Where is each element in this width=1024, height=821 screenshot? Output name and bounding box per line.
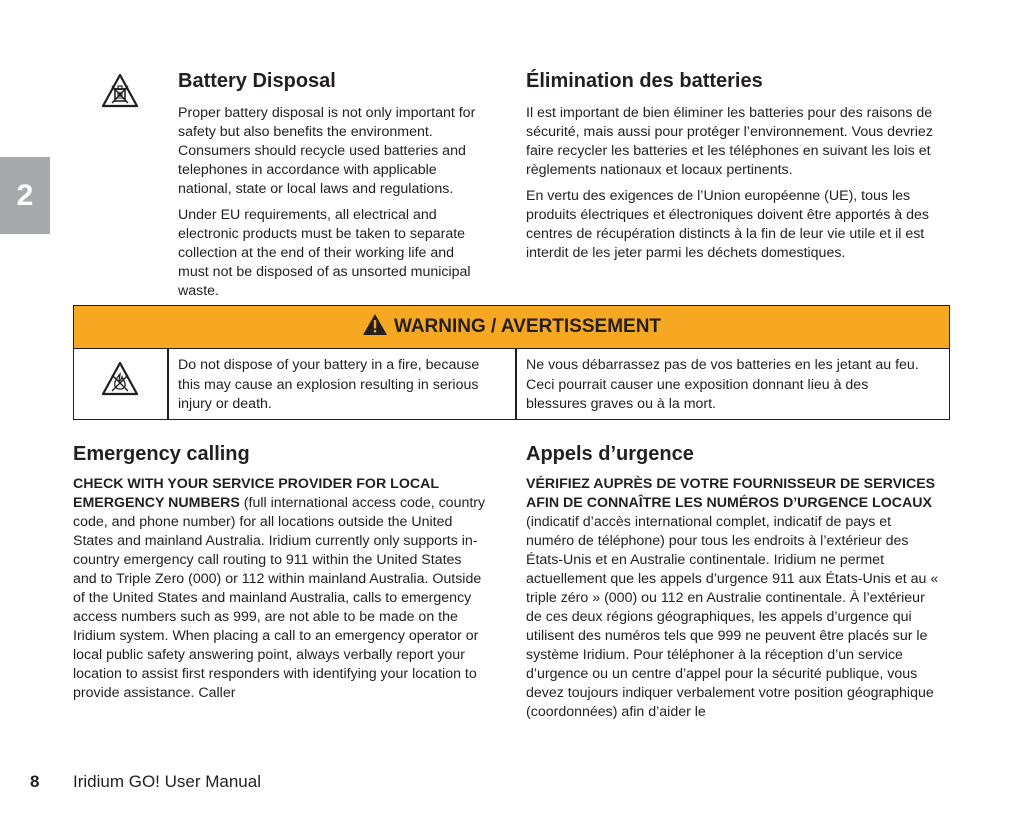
- warning-box: [73, 305, 950, 420]
- chapter-tab: 2: [0, 157, 50, 234]
- battery-disposal-para-fr-1: Il est important de bien éliminer les batteries pour des raisons de sécurité, mais aussi pour protéger l’environnement. Vous devriez faire recycler les batteries et les téléphones en suivant les lois et règlements nationaux et locaux pertinents.: [526, 105, 933, 178]
- manual-title: Iridium GO! User Manual: [73, 772, 261, 791]
- emergency-para-fr: [526, 475, 940, 722]
- battery-disposal-title-fr: Élimination des batteries: [526, 70, 763, 92]
- battery-disposal-title-en: Battery Disposal: [178, 70, 336, 92]
- emergency-text-en: (full international access code, country code, and phone number) for all locations outside the United States and mainland Australia. Iridium currently only supports in-country emergency call routing to 911 within the United States and to Triple Zero (000) or 112 within mainland Australia. Outside of the United States and mainland Australia, calls to emergency access numbers such as 999, are not able to be made on the Iridium system. When placing a call to an emergency operator or local public safety answering point, always verbally report your location to assist first responders with identifying your location to provide assistance. Caller: [73, 495, 486, 701]
- warning-text-en: Do not dispose of your battery in a fire, because this may cause an explosion resulting in serious injury or death.: [178, 357, 480, 412]
- battery-disposal-para-fr-2: En vertu des exigences de l’Union européenne (UE), tous les produits électriques et électroniques doivent être apportés à des centres de récupération distincts à la fin de leur vie utile et il est interdit de les jeter parmi les déchets domestiques.: [526, 188, 930, 261]
- battery-disposal-icon: [100, 72, 140, 110]
- warning-triangle-icon: [362, 313, 388, 342]
- page-number: 8: [30, 772, 40, 791]
- battery-disposal-para-en-1: Proper battery disposal is not only important for safety but also benefits the environment. Consumers should recycle used batteries and telephones in accordance with applicable national, state or local laws and regulations.: [178, 105, 476, 197]
- emergency-title-fr: Appels d’urgence: [526, 443, 694, 465]
- emergency-bold-en: CHECK WITH YOUR SERVICE PROVIDER FOR LOCAL EMERGENCY NUMBERS: [73, 476, 439, 511]
- warning-header: [74, 306, 949, 349]
- emergency-para-en: [73, 475, 488, 703]
- warning-divider-2: [515, 349, 517, 419]
- fire-hazard-icon: [100, 361, 140, 397]
- battery-disposal-para-en-2: Under EU requirements, all electrical and electronic products must be taken to separate collection at the end of their working life and must not be disposed of as unsorted municipal waste.: [178, 207, 471, 299]
- warning-text-fr: Ne vous débarrassez pas de vos batteries en les jetant au feu. Ceci pourrait causer une exposition donnant lieu à des blessures graves ou à la mort.: [526, 357, 919, 412]
- emergency-title-en: Emergency calling: [73, 443, 250, 465]
- warning-divider-1: [167, 349, 169, 419]
- emergency-text-fr: (indicatif d’accès international complet, indicatif de pays et numéro de téléphone) pour tous les endroits à l’extérieur des États-Unis et en Australie continentale. Iridium ne permet actuellement que les appels d’urgence 911 aux États-Unis et au « triple zéro » (000) ou 112 en Australie continentale. À l’extérieur de ces deux régions géographiques, les appels d’urgence qui utilisent des numéros tels que 999 ne peuvent être placés sur le système Iridium. Pour téléphoner à la réception d’un service d’urgence ou un centre d’appel pour la sécurité publique, vous devez toujours indiquer verbalement votre position géographique (coordonnées) afin d’aider le: [526, 514, 939, 720]
- warning-title: WARNING / AVERTISSEMENT: [393, 316, 662, 337]
- emergency-bold-fr: VÉRIFIEZ AUPRÈS DE VOTRE FOURNISSEUR DE SERVICES AFIN DE CONNAÎTRE LES NUMÉROS D’URGENCE LOCAUX: [526, 476, 936, 511]
